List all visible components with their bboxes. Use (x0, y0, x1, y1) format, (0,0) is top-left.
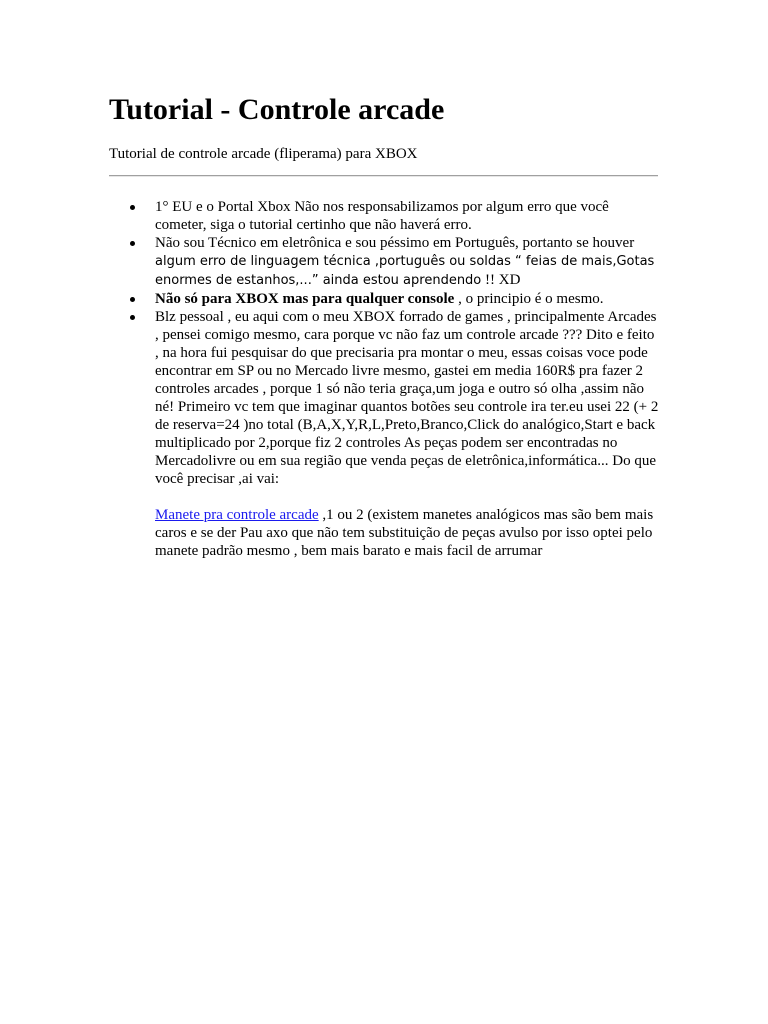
list-item-intro (155, 308, 661, 560)
bullet-icon (130, 205, 135, 210)
list-item-language-note (155, 234, 661, 290)
list-item-console-note (155, 290, 661, 308)
page-subtitle: Tutorial de controle arcade (fliperama) para XBOX (109, 146, 418, 162)
language-note-sans-text: algum erro de linguagem técnica ,português ou soldas “ feias de mais,Gotas enormes de estanhos,...” ainda estou aprendendo (155, 254, 655, 288)
horizontal-divider (109, 175, 658, 177)
joystick-link[interactable]: Manete pra controle arcade (155, 507, 319, 523)
bullet-icon (130, 297, 135, 302)
language-note-text: Não sou Técnico em eletrônica e sou péssimo em Português, portanto se houver (155, 235, 635, 251)
page-title: Tutorial - Controle arcade (109, 93, 445, 126)
list-item-disclaimer (155, 198, 661, 234)
parts-paragraph (155, 506, 661, 560)
bullet-list (155, 198, 661, 560)
disclaimer-text: 1° EU e o Portal Xbox Não nos responsabilizamos por algum erro que você cometer, siga o tutorial certinho que não haverá erro. (155, 199, 609, 233)
parts-paragraph-text: ,1 ou 2 (existem manetes analógicos mas são bem mais caros e se der Pau axo que não tem substituição de peças avulso por isso optei pelo manete padrão mesmo , bem mais barato e mais facil de arrumar (155, 507, 654, 559)
console-note-rest: , o principio é o mesmo. (454, 291, 604, 307)
language-note-tail: !! XD (481, 272, 521, 288)
console-note-bold: Não só para XBOX mas para qualquer console (155, 291, 455, 307)
intro-text: Blz pessoal , eu aqui com o meu XBOX forrado de games , principalmente Arcades , pensei comigo mesmo, cara porque vc não faz um controle arcade ??? Dito e feito , na hora fui pesquisar do que precisaria pra montar o meu, essas coisas voce pode encontrar em SP ou no Mercado livre mesmo, gastei em media 160R$ pra fazer 2 controles arcades , porque 1 só não teria graça,um joga e outro só olha ,assim não né! Primeiro vc tem que imaginar quantos botões seu controle ira ter.eu usei 22 (+ 2 de reserva=24 )no total (B,A,X,Y,R,L,Preto,Branco,Click do analógico,Start e back multiplicado por 2,porque fiz 2 controles As peças podem ser encontradas no Mercadolivre ou em sua região que venda peças de eletrônica,informática... Do que você precisar ,ai vai: (155, 309, 659, 487)
bullet-icon (130, 315, 135, 320)
bullet-icon (130, 241, 135, 246)
